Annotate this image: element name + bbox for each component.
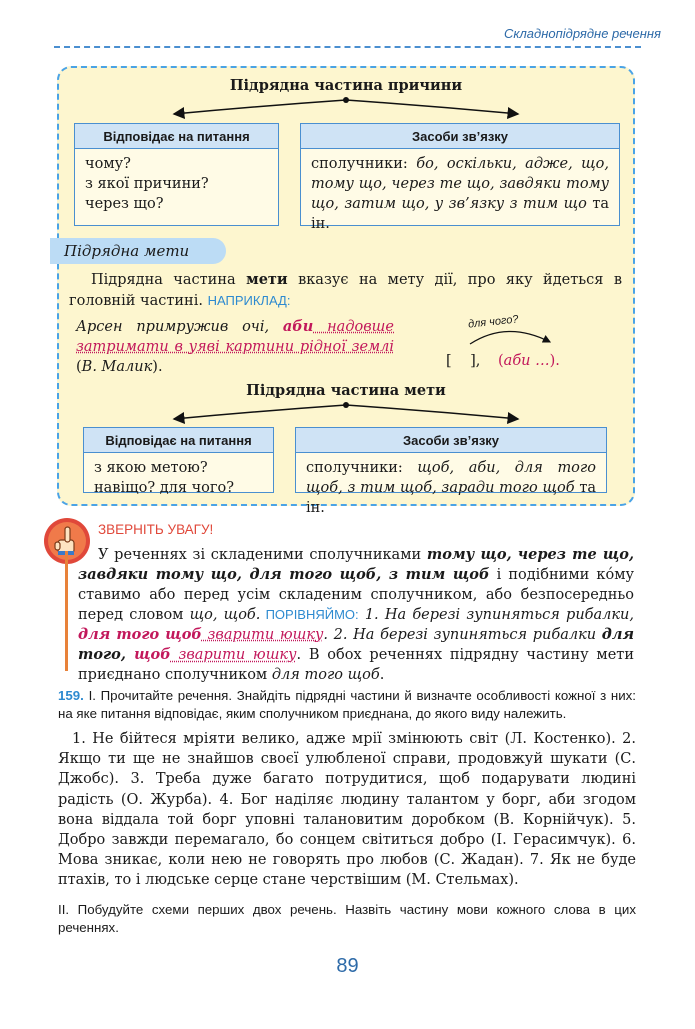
def-text: вказує на мету дії, про яку йдеться в головній частині. [69,272,622,309]
purpose-definition [69,270,622,311]
attention-words: що, щоб. [189,606,261,623]
task-159-sentences: 1. Не бійтеся мріяти велико, адже мрії змінюють світ (Л. Костенко). 2. Якщо ти ще не знайшов своєї улюбленої справи, продовжуй шукати (С. Джобс). 3. Треба дуже багато потрудитися, щоб подарувати людині радість (О. Журба). 4. Бог наділяє людину талантом у борг, аби згодом вона віддала той борг уповні талановитим доробком (В. Корнійчук). 5. Добро завжди перемагало, бо сонцем світиться добро (І. Герасимчук). 6. Мова зникає, коли нею не говорять про любов (С. Жадан). 7. Як не буде птахів, то і людське серце стане черствішим (М. Стельмах). [58,731,636,889]
purpose-means-box [295,427,607,516]
conjunctions-label: сполучники: [306,460,418,476]
attention-conj: для того щоб [271,666,380,683]
compare-conj-1: для того щоб [78,626,202,644]
header-divider [54,46,641,48]
purpose-questions-header: Відповідає на питання [84,428,273,453]
purpose-questions-box [83,427,274,496]
attention-span: . [379,666,385,683]
scheme-main-clause: [ ], [446,353,481,369]
attention-title: ЗВЕРНІТЬ УВАГУ! [98,522,214,537]
example-subordinate: надовше затримати в уяві картини рідної землі [76,319,394,355]
purpose-means-text [296,453,606,524]
compare-conj-2a: для того, [78,626,634,664]
def-text: Підрядна частина [91,272,247,288]
purpose-questions-list [84,453,273,504]
cause-questions-list [75,149,278,220]
cause-question: з якої причини? [85,176,209,192]
example-conj: аби [282,318,314,335]
attention-span: . В обох реченнях підрядну частину мети приєднано сполучником [78,647,634,683]
section-pill-purpose: Підрядна мети [50,238,226,264]
cause-conjunctions: бо, оскільки, адже, що, тому що, через те що, завдяки тому що, затим що, у зв’язку з тим що [311,156,609,212]
attention-conj-list: тому що, через те що, завдяки тому що, для того щоб, з тим щоб [78,546,634,584]
attention-text [78,545,634,685]
page-number: 89 [336,955,359,977]
attention-span: і подібними кóму ставимо або перед усім складеним сполучником, або безпосередньо перед словом [78,567,634,623]
cause-question: чому? [85,156,131,172]
scheme-paren: ). [549,353,560,369]
cause-question: через що? [85,196,164,212]
example-label: НАПРИКЛАД: [207,292,291,308]
example-main: Арсен примружив очі, [76,319,283,335]
example-author: В. Малик [81,359,153,375]
task-number: 159. [58,688,84,703]
cause-means-header: Засоби зв’язку [301,124,619,149]
cause-questions-header: Відповідає на питання [75,124,278,149]
purpose-title: Підрядна частина мети [246,382,446,399]
etc-label: та ін. [306,480,596,516]
purpose-means-header: Засоби зв’язку [296,428,606,453]
scheme-question: для чого? [467,313,520,331]
example-paren: ( [76,359,82,375]
compare-example-2: . 2. На березі зупиняться рибалки [323,627,602,644]
example-sentence [76,317,394,377]
task-instruction: І. Прочитайте речення. Знайдіть підрядні частини й визначте особливості кожної з них: на яке питання відповідає, яким сполучником приєднана, до якого виду належить. [58,688,636,721]
cause-questions-box [74,123,279,226]
scheme-conj: аби … [503,353,550,369]
purpose-question: навіщо? для чого? [94,480,235,496]
purpose-question: з якою метою? [94,460,208,476]
compare-sub-1: зварити юшку [201,627,324,644]
task-159-part2: ІІ. Побудуйте схеми перших двох речень. Назвіть частину мови кожного слова в цих реченнях. [58,902,636,935]
scheme-subordinate [498,352,560,372]
compare-label: ПОРІВНЯЙМО: [260,606,359,622]
scheme-paren: ( [498,353,504,369]
cause-means-box [300,123,620,232]
attention-bar [65,551,68,671]
attention-span: У реченнях зі складеними сполучниками [98,547,427,563]
task-159-instruction [58,687,636,722]
purpose-branch-arrows [160,401,532,425]
compare-sub-2: зварити юшку [170,647,297,664]
compare-conj-2b: щоб [125,646,171,664]
cause-means-text [301,149,619,240]
def-term: мети [246,271,288,288]
etc-label: та ін. [311,196,609,232]
example-paren: ). [152,359,163,375]
cause-title: Підрядна частина причини [229,77,463,94]
running-head: Складнопідрядне речення [503,26,661,41]
purpose-conjunctions: щоб, аби, для того щоб, з тим щоб, заради того щоб [306,460,596,496]
cause-branch-arrows [160,96,532,120]
compare-example-1: 1. На березі зупиняться рибалки, [358,606,634,623]
conjunctions-label: сполучники: [311,156,417,172]
